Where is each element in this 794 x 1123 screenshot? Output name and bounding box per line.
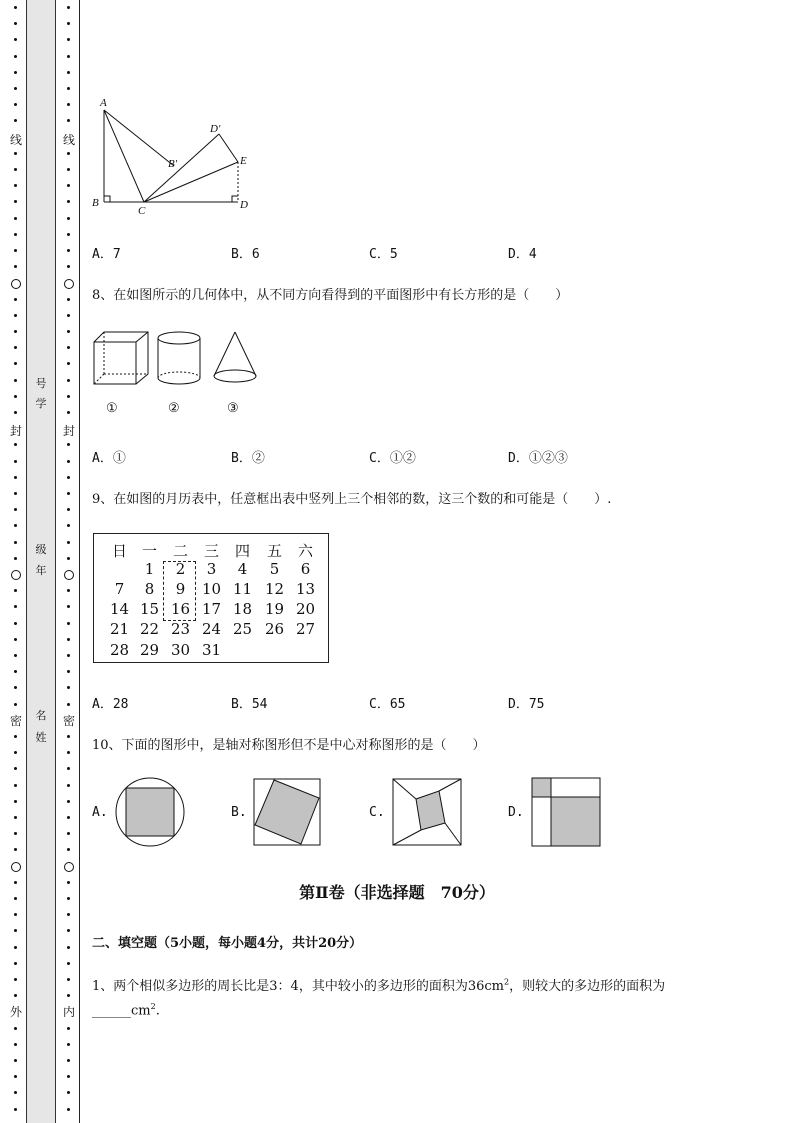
margin-dot xyxy=(14,460,17,463)
fill-q1-unit: cm xyxy=(131,1003,151,1019)
calendar-week-row xyxy=(94,580,328,600)
margin-dot xyxy=(67,800,70,803)
q10-option-c-label[interactable]: C. xyxy=(369,805,385,820)
calendar-day: 16 xyxy=(170,600,191,618)
inner-dotted-line xyxy=(62,0,76,1123)
calendar-weekday: 日 xyxy=(111,542,127,560)
margin-dot xyxy=(67,265,70,268)
margin-dot xyxy=(14,298,17,301)
calendar-day: 5 xyxy=(269,560,280,578)
fill-in-heading: 二、填空题（5小题，每小题4分，共计20分） xyxy=(92,936,363,951)
margin-dot xyxy=(14,929,17,932)
q7-option-b[interactable]: B．6 xyxy=(231,247,260,262)
margin-dot xyxy=(67,557,70,560)
calendar-day: 22 xyxy=(139,620,160,638)
margin-hole-circle xyxy=(64,279,74,289)
margin-dot xyxy=(67,816,70,819)
margin-dot xyxy=(14,589,17,592)
calendar-header-row xyxy=(94,540,328,560)
margin-dot xyxy=(67,978,70,981)
margin-dot xyxy=(67,184,70,187)
margin-dot xyxy=(14,1059,17,1062)
margin-dot xyxy=(14,492,17,495)
margin-dot xyxy=(67,395,70,398)
calendar-day: 8 xyxy=(144,580,155,598)
calendar-day: 4 xyxy=(237,560,248,578)
margin-dot xyxy=(14,654,17,657)
right-angle-B xyxy=(104,196,110,202)
margin-cut-label: 封 xyxy=(62,424,75,438)
margin-dot xyxy=(67,913,70,916)
margin-dot xyxy=(14,87,17,90)
margin-dot xyxy=(67,1091,70,1094)
margin-dot xyxy=(67,654,70,657)
margin-dot xyxy=(67,767,70,770)
label-C: C xyxy=(138,205,146,217)
calendar-day: 9 xyxy=(175,580,186,598)
margin-dot xyxy=(67,1043,70,1046)
margin-dot xyxy=(14,346,17,349)
student-info-band xyxy=(26,0,56,1123)
q10-figure-c[interactable] xyxy=(392,778,462,846)
margin-dot xyxy=(67,703,70,706)
solid-label-2: ② xyxy=(168,401,180,416)
calendar-week-row xyxy=(94,641,328,661)
q8-solids-figure xyxy=(88,326,268,418)
margin-dot xyxy=(14,800,17,803)
margin-cut-label: 密 xyxy=(62,714,75,728)
margin-dot xyxy=(14,638,17,641)
margin-cut-label: 内 xyxy=(62,1005,75,1019)
margin-dot xyxy=(67,476,70,479)
fill-q1-sup-a: 2 xyxy=(503,977,510,987)
solid-label-1: ① xyxy=(106,401,118,416)
margin-cut-label: 密 xyxy=(9,714,22,728)
calendar-day: 28 xyxy=(109,641,130,659)
margin-dot xyxy=(14,200,17,203)
calendar-day: 30 xyxy=(170,641,191,659)
q9-option-d[interactable]: D．75 xyxy=(508,697,545,712)
margin-dot xyxy=(14,767,17,770)
q8-text: 8、在如图所示的几何体中，从不同方向看得到的平面图形中有长方形的是（ ） xyxy=(92,288,569,303)
label-xing: 姓 xyxy=(35,731,47,744)
margin-dot xyxy=(14,265,17,268)
label-hao: 号 xyxy=(35,377,47,390)
label-ming: 名 xyxy=(35,709,47,722)
margin-dot xyxy=(14,249,17,252)
calendar-day: 27 xyxy=(295,620,316,638)
margin-cut-label: 线 xyxy=(9,133,22,147)
q10-figure-a[interactable] xyxy=(114,776,186,848)
segment-CE xyxy=(144,162,238,202)
fill-q1-end: . xyxy=(155,1003,160,1019)
margin-dot xyxy=(14,622,17,625)
q7-option-a[interactable]: A．7 xyxy=(92,247,121,262)
q10-figure-b[interactable] xyxy=(253,778,321,846)
margin-dot xyxy=(67,784,70,787)
margin-dot xyxy=(14,152,17,155)
cone-base xyxy=(214,370,256,382)
label-xue: 学 xyxy=(35,397,47,410)
margin-dot xyxy=(14,962,17,965)
calendar-weekday: 二 xyxy=(172,542,188,560)
calendar-day: 25 xyxy=(232,620,253,638)
margin-dot xyxy=(14,119,17,122)
margin-dot xyxy=(14,55,17,58)
margin-dot xyxy=(67,249,70,252)
fill-q1-sup-b: 2 xyxy=(150,1002,156,1011)
fill-q1-line2 xyxy=(92,1002,160,1018)
binding-margin xyxy=(0,0,82,1123)
margin-dot xyxy=(67,22,70,25)
calendar-day: 7 xyxy=(114,580,125,598)
segment-AC xyxy=(104,110,144,202)
margin-dot xyxy=(67,670,70,673)
margin-dot xyxy=(67,71,70,74)
margin-dot xyxy=(67,832,70,835)
q7-option-c[interactable]: C．5 xyxy=(369,247,398,262)
segment-D-prime-E xyxy=(219,134,238,162)
margin-dot xyxy=(14,1043,17,1046)
margin-dot xyxy=(14,217,17,220)
margin-dot xyxy=(67,605,70,608)
margin-dot xyxy=(14,703,17,706)
margin-dot xyxy=(67,1108,70,1111)
label-B-prime: B′ xyxy=(168,158,178,170)
q10-option-a-label[interactable]: A. xyxy=(92,805,108,820)
calendar-day: 23 xyxy=(170,620,191,638)
q8-option-c[interactable]: C．①② xyxy=(369,451,416,466)
q10-option-b-label[interactable]: B. xyxy=(231,805,247,820)
margin-dot xyxy=(67,168,70,171)
calendar-day: 18 xyxy=(232,600,253,618)
margin-dot xyxy=(14,541,17,544)
margin-dot xyxy=(67,962,70,965)
margin-dot xyxy=(67,460,70,463)
margin-dot xyxy=(14,686,17,689)
margin-dot xyxy=(14,508,17,511)
q9-option-b[interactable]: B．54 xyxy=(231,697,268,712)
margin-hole-circle xyxy=(11,279,21,289)
margin-dot xyxy=(67,200,70,203)
margin-dot xyxy=(67,638,70,641)
margin-dot xyxy=(67,751,70,754)
margin-dot xyxy=(14,103,17,106)
margin-dot xyxy=(14,946,17,949)
calendar-day: 11 xyxy=(232,580,253,598)
q10-figure-d[interactable] xyxy=(531,777,601,847)
margin-dot xyxy=(14,524,17,527)
margin-dot xyxy=(14,411,17,414)
label-D-prime: D′ xyxy=(210,123,221,135)
margin-dot xyxy=(14,330,17,333)
margin-dot xyxy=(14,978,17,981)
margin-dot xyxy=(14,395,17,398)
segment-CD-prime xyxy=(144,134,219,202)
q10-option-d-label[interactable]: D. xyxy=(508,805,524,820)
margin-dot xyxy=(67,298,70,301)
cube-back-edges xyxy=(94,332,148,384)
label-nian: 年 xyxy=(35,564,47,577)
margin-dot xyxy=(67,443,70,446)
fill-q1-text-b: ，则较大的多边形的面积为 xyxy=(509,979,666,994)
margin-dot xyxy=(67,929,70,932)
margin-dot xyxy=(14,557,17,560)
margin-dot xyxy=(14,784,17,787)
margin-cut-label: 线 xyxy=(62,133,75,147)
margin-dot xyxy=(14,6,17,9)
calendar-day: 20 xyxy=(295,600,316,618)
margin-cut-label: 封 xyxy=(9,424,22,438)
fill-q1-blank[interactable]: ______ xyxy=(92,1003,131,1019)
calendar-weekday: 五 xyxy=(266,542,282,560)
margin-dot xyxy=(14,38,17,41)
q7-triangle-figure xyxy=(88,92,258,220)
label-A: A xyxy=(100,97,107,109)
margin-dot xyxy=(67,6,70,9)
margin-dot xyxy=(67,994,70,997)
margin-dot xyxy=(67,119,70,122)
margin-dot xyxy=(67,87,70,90)
margin-dot xyxy=(14,1027,17,1030)
margin-dot xyxy=(14,816,17,819)
calendar-week-row xyxy=(94,600,328,620)
calendar-day: 6 xyxy=(300,560,311,578)
calendar-day: 13 xyxy=(295,580,316,598)
q10-text: 10、下面的图形中，是轴对称图形但不是中心对称图形的是（ ） xyxy=(92,738,486,753)
calendar-day: 29 xyxy=(139,641,160,659)
label-E: E xyxy=(240,155,247,167)
margin-dot xyxy=(67,492,70,495)
margin-dot xyxy=(67,1059,70,1062)
q8-option-a[interactable]: A．① xyxy=(92,451,126,466)
margin-dot xyxy=(67,233,70,236)
q7-option-d[interactable]: D．4 xyxy=(508,247,537,262)
calendar-weekday: 一 xyxy=(141,542,157,560)
margin-dot xyxy=(67,1075,70,1078)
margin-dot xyxy=(67,38,70,41)
margin-dot xyxy=(67,508,70,511)
margin-dot xyxy=(14,832,17,835)
calendar-day: 15 xyxy=(139,600,160,618)
calendar-day: 19 xyxy=(264,600,285,618)
margin-cut-label: 外 xyxy=(9,1005,22,1019)
margin-dot xyxy=(67,362,70,365)
margin-dot xyxy=(14,1075,17,1078)
calendar-day: 10 xyxy=(201,580,222,598)
fill-q1 xyxy=(92,975,665,994)
margin-dot xyxy=(67,103,70,106)
margin-dot xyxy=(67,411,70,414)
margin-dot xyxy=(67,848,70,851)
calendar-day: 1 xyxy=(144,560,155,578)
margin-dot xyxy=(14,233,17,236)
margin-dot xyxy=(67,946,70,949)
calendar-weekday: 三 xyxy=(203,542,219,560)
margin-dot xyxy=(14,168,17,171)
margin-rule xyxy=(79,0,80,1123)
label-ji: 级 xyxy=(35,543,47,556)
margin-dot xyxy=(14,848,17,851)
segment-AB-prime xyxy=(104,110,174,166)
margin-dot xyxy=(67,1027,70,1030)
margin-dot xyxy=(67,152,70,155)
right-angle-D xyxy=(232,196,238,202)
solid-label-3: ③ xyxy=(227,401,239,416)
margin-dot xyxy=(14,670,17,673)
margin-dot xyxy=(14,476,17,479)
margin-dot xyxy=(14,1091,17,1094)
margin-dot xyxy=(14,994,17,997)
q8-option-d[interactable]: D．①②③ xyxy=(508,451,568,466)
calendar-day: 26 xyxy=(264,620,285,638)
margin-dot xyxy=(67,330,70,333)
margin-dot xyxy=(14,22,17,25)
margin-hole-circle xyxy=(64,570,74,580)
margin-dot xyxy=(14,314,17,317)
calendar-day: 17 xyxy=(201,600,222,618)
margin-dot xyxy=(67,735,70,738)
margin-hole-circle xyxy=(64,862,74,872)
margin-dot xyxy=(67,524,70,527)
margin-dot xyxy=(14,913,17,916)
calendar-week-row xyxy=(94,560,328,580)
margin-dot xyxy=(14,362,17,365)
calendar-weekday: 四 xyxy=(234,542,250,560)
calendar-day: 21 xyxy=(109,620,130,638)
cylinder-top xyxy=(158,332,200,344)
calendar-day: 14 xyxy=(109,600,130,618)
margin-dot xyxy=(67,686,70,689)
margin-dot xyxy=(67,622,70,625)
margin-dot xyxy=(14,605,17,608)
margin-dot xyxy=(14,1108,17,1111)
margin-dot xyxy=(67,55,70,58)
outer-dotted-line xyxy=(9,0,23,1123)
calendar-day: 2 xyxy=(175,560,186,578)
margin-hole-circle xyxy=(11,862,21,872)
section-2-title: 第Ⅱ卷（非选择题 70分） xyxy=(299,883,495,902)
margin-dot xyxy=(14,379,17,382)
q9-option-c[interactable]: C．65 xyxy=(369,697,406,712)
margin-dot xyxy=(67,314,70,317)
calendar-week-row xyxy=(94,620,328,640)
month-calendar xyxy=(93,533,329,663)
margin-dot xyxy=(14,443,17,446)
margin-dot xyxy=(14,71,17,74)
calendar-day: 24 xyxy=(201,620,222,638)
margin-dot xyxy=(67,346,70,349)
calendar-day: 3 xyxy=(206,560,217,578)
q8-option-b[interactable]: B．② xyxy=(231,451,265,466)
q9-text: 9、在如图的月历表中，任意框出表中竖列上三个相邻的数，这三个数的和可能是（ ）. xyxy=(92,492,612,507)
margin-dot xyxy=(14,184,17,187)
calendar-weekday: 六 xyxy=(297,542,313,560)
label-D: D xyxy=(240,199,248,211)
margin-dot xyxy=(67,589,70,592)
margin-dot xyxy=(67,379,70,382)
margin-dot xyxy=(14,735,17,738)
calendar-day: 12 xyxy=(264,580,285,598)
margin-hole-circle xyxy=(11,570,21,580)
margin-dot xyxy=(14,751,17,754)
label-B: B xyxy=(92,197,99,209)
margin-dot xyxy=(67,217,70,220)
calendar-day: 31 xyxy=(201,641,222,659)
q9-option-a[interactable]: A．28 xyxy=(92,697,129,712)
margin-dot xyxy=(67,541,70,544)
fill-q1-text-a: 1、两个相似多边形的周长比是3：4，其中较小的多边形的面积为36cm xyxy=(92,979,504,994)
